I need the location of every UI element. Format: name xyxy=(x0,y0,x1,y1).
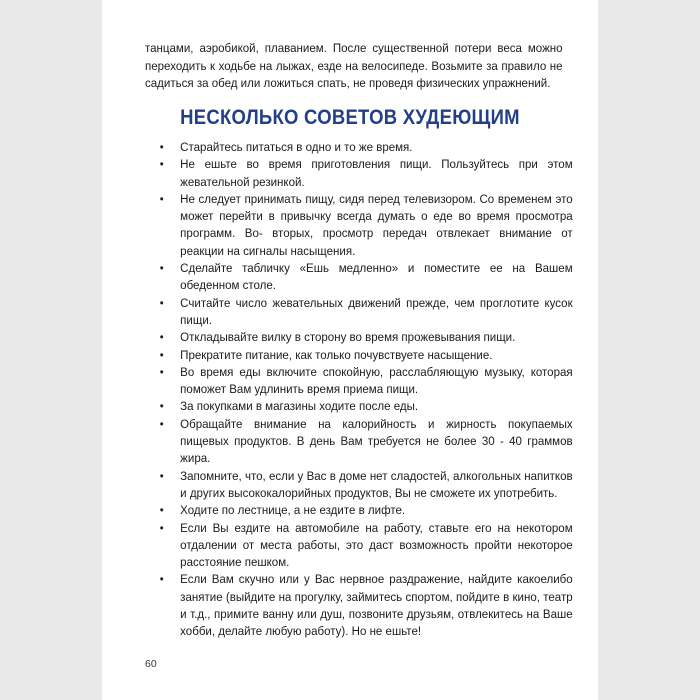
tip-text: Не следует принимать пищу, сидя перед телевизором. Со временем это может перейти в привычку всегда думать о еде во время просмотра программ. Во- вторых, просмотр передач отвлекает внимание от реакции на сигналы насыщения. xyxy=(180,191,573,258)
tip-item xyxy=(156,398,573,415)
tip-text: За покупками в магазины ходите после еды. xyxy=(180,399,419,414)
intro-paragraph: танцами, аэробикой, плаванием. После существенной потери веса можно переходить к ходьбе на лыжах, езде на велосипеде. Возьмите за правило не садиться за обед или ложиться спать, не проведя физических упражнений. xyxy=(145,41,563,91)
tip-item xyxy=(156,191,573,260)
section-heading: НЕСКОЛЬКО СОВЕТОВ ХУДЕЮЩИМ xyxy=(180,106,520,129)
tip-item xyxy=(156,260,573,295)
tip-text: Считайте число жевательных движений прежде, чем проглотите кусок пищи. xyxy=(180,295,573,327)
tip-item xyxy=(156,364,573,399)
page-number: 60 xyxy=(145,658,157,670)
tip-item xyxy=(156,416,573,468)
tip-item xyxy=(156,520,573,572)
tip-item xyxy=(156,571,573,640)
tip-item xyxy=(156,139,573,156)
bullet-icon: • xyxy=(159,295,164,310)
tip-item xyxy=(156,329,573,346)
tip-text: Если Вам скучно или у Вас нервное раздражение, найдите какоелибо занятие (выйдите на прогулку, займитесь спортом, пойдите в кино, театр и т.д., примите ванну или душ, позвоните друзьям, отвлекитесь на Ваше хобби, делайте любую работу). Но не ешьте! xyxy=(180,572,573,639)
bullet-icon: • xyxy=(159,572,164,587)
tip-text: Прекратите питание, как только почувствуете насыщение. xyxy=(180,347,493,362)
tip-item xyxy=(156,295,573,330)
tips-list xyxy=(156,139,573,641)
tip-text: Откладывайте вилку в сторону во время прожевывания пищи. xyxy=(180,330,516,345)
bullet-icon: • xyxy=(159,347,164,362)
bullet-icon: • xyxy=(159,191,164,206)
bullet-icon: • xyxy=(159,261,164,276)
document-page xyxy=(102,0,598,700)
bullet-icon: • xyxy=(159,416,164,431)
tip-text: Ходите по лестнице, а не ездите в лифте. xyxy=(180,503,406,518)
tip-text: Обращайте внимание на калорийность и жирность покупаемых пищевых продуктов. В день Вам требуется не более 30 - 40 граммов жира. xyxy=(180,416,573,466)
bullet-icon: • xyxy=(159,520,164,535)
tip-text: Сделайте табличку «Ешь медленно» и поместите ее на Вашем обеденном столе. xyxy=(180,261,573,293)
bullet-icon: • xyxy=(159,140,164,154)
tip-text: Старайтесь питаться в одно и то же время. xyxy=(180,140,413,154)
tip-text: Если Вы ездите на автомобиле на работу, ставьте его на некотором отдалении от места работы, это даст возможность пройти некоторое расстояние пешком. xyxy=(180,520,573,570)
bullet-icon: • xyxy=(159,399,164,414)
tip-text: Не ешьте во время приготовления пищи. Пользуйтесь при этом жевательной резинкой. xyxy=(180,157,573,189)
tip-item xyxy=(156,468,573,503)
bullet-icon: • xyxy=(159,364,164,379)
bullet-icon: • xyxy=(159,503,164,518)
tip-text: Во время еды включите спокойную, расслабляющую музыку, которая поможет Вам удлинить время приема пищи. xyxy=(180,364,573,397)
tip-item xyxy=(156,156,573,191)
bullet-icon: • xyxy=(159,468,164,483)
tip-item xyxy=(156,502,573,519)
bullet-icon: • xyxy=(159,330,164,345)
tip-text: Запомните, что, если у Вас в доме нет сладостей, алкогольных напитков и других высококалорийных продуктов, Вы не сможете их употребить. xyxy=(180,468,573,500)
tip-item xyxy=(156,347,573,364)
bullet-icon: • xyxy=(159,157,164,172)
